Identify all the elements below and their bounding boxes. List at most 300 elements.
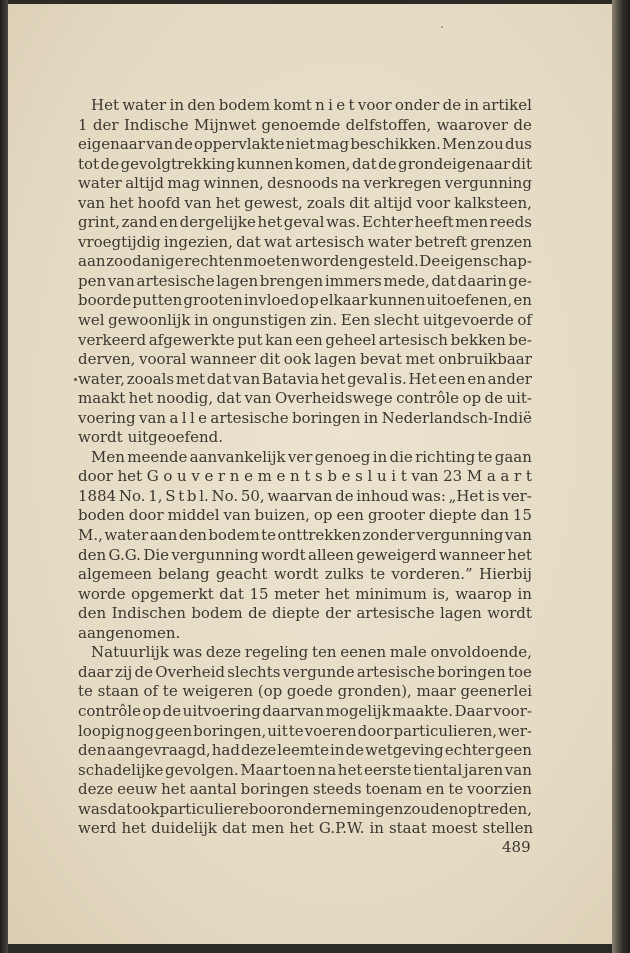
word: van (244, 389, 272, 408)
word: in (363, 408, 379, 427)
word: mag (167, 174, 201, 193)
word: be- (508, 330, 532, 349)
word: artesische (356, 662, 436, 681)
word: geen (494, 741, 532, 760)
word: met (175, 369, 205, 388)
word: staat (388, 819, 427, 838)
word: 50, (240, 486, 265, 505)
word: door (128, 506, 164, 525)
word: tiental (413, 760, 463, 779)
word: den (187, 96, 216, 114)
word: n (315, 96, 325, 114)
word: No. (211, 486, 239, 505)
word: en (425, 780, 445, 799)
word: s (355, 467, 363, 486)
word: r (217, 467, 226, 486)
word: geacht (215, 565, 268, 584)
word: water (78, 174, 122, 193)
word: dat (221, 819, 247, 838)
word: Echter (361, 213, 414, 232)
word: in (517, 584, 532, 603)
word: niet (285, 135, 316, 154)
word: vorderen.” (391, 565, 473, 584)
word: daar (78, 662, 113, 681)
word: bodem (191, 604, 243, 623)
word: zulks (324, 565, 364, 584)
word: voering (78, 408, 136, 427)
word: boringen (437, 662, 506, 681)
word: voor (416, 193, 451, 212)
word: aan (78, 252, 106, 271)
word: maakt (78, 389, 126, 408)
word: nog (125, 721, 155, 740)
word: met (405, 350, 435, 369)
word: ook (132, 799, 160, 818)
word: de (484, 389, 503, 408)
word: dat (219, 584, 244, 603)
word: minimum (355, 584, 427, 603)
word: den (78, 741, 107, 760)
word: betreft (414, 232, 467, 251)
word: goede (286, 682, 333, 701)
word: in (194, 311, 209, 330)
text-line (78, 780, 532, 800)
word: wordt (78, 428, 123, 447)
word: Natuurlijk (91, 643, 169, 662)
text-line (78, 682, 532, 702)
word: een (336, 506, 364, 525)
word: komt (273, 96, 312, 114)
word: op (300, 291, 319, 310)
word: door (78, 467, 113, 486)
word: diepte (428, 506, 477, 525)
word: gaan (494, 447, 532, 466)
word: het (215, 193, 241, 212)
book-gutter (0, 0, 8, 953)
word: „Het (448, 486, 485, 505)
word: zouden (403, 799, 459, 818)
word: onder (394, 96, 440, 114)
word: 23 (443, 467, 463, 486)
word: dat (431, 271, 457, 290)
word: men (455, 213, 489, 232)
word: komen, (294, 154, 351, 173)
word: den (78, 604, 107, 623)
word: gewoonlijk (108, 311, 191, 330)
word: was (172, 643, 203, 662)
word: boringen (291, 408, 361, 427)
word: altijd (373, 193, 413, 212)
word: maar (416, 682, 456, 701)
word: Het (408, 369, 437, 388)
word: ten (311, 643, 337, 662)
word: alleen (308, 545, 354, 564)
word: te (78, 682, 93, 701)
word: M (466, 467, 483, 486)
text-line (78, 272, 532, 292)
text-line (78, 526, 532, 546)
word: waarvan (267, 486, 333, 505)
word: i (328, 96, 333, 114)
word: belang (158, 565, 210, 584)
word: het (128, 389, 154, 408)
text-line (78, 116, 532, 136)
word: artesisch (295, 232, 365, 251)
word: boringen (240, 780, 310, 799)
word: kunnen (236, 154, 294, 173)
word: moeten (243, 252, 301, 271)
text-line (78, 585, 532, 605)
word: te (370, 565, 386, 584)
word: b (327, 467, 337, 486)
word: onbruikbaar (438, 350, 532, 369)
word: buizen, (254, 506, 310, 525)
word: algemeen (78, 565, 152, 584)
word: is. (389, 369, 407, 388)
word: maakte. (392, 701, 454, 720)
word: wanneer (438, 545, 505, 564)
word: dat (107, 799, 133, 818)
word: uitoefenen, (426, 291, 513, 310)
word: meter (274, 584, 320, 603)
word: dus (504, 135, 532, 154)
word: m (257, 467, 272, 486)
word: ver- (502, 486, 532, 505)
word: optreden, (458, 799, 532, 818)
word: Nederlandsch-Indië (381, 408, 532, 427)
word: immers (324, 271, 382, 290)
word: verkeerd (78, 330, 147, 349)
word: e (244, 467, 253, 486)
word: op (142, 701, 162, 720)
word: regeling (244, 643, 309, 662)
word: 15 (249, 584, 269, 603)
word: staan (97, 682, 139, 701)
word: slecht (373, 311, 420, 330)
word: eigenaar (78, 135, 145, 154)
word: beschikken. (350, 135, 441, 154)
word: particulieren, (393, 721, 498, 740)
word: wat (264, 232, 292, 251)
word: e (204, 467, 214, 486)
word: zonder (362, 526, 415, 545)
word: mede, (383, 271, 430, 290)
word: gronden), (337, 682, 412, 701)
word: weigeren (182, 682, 254, 701)
text-line (78, 291, 532, 311)
word: voeren (304, 721, 357, 740)
word: het (161, 780, 186, 799)
text-line (78, 800, 532, 820)
text-line (78, 311, 532, 331)
word: e (276, 467, 286, 486)
word: Men (442, 135, 476, 154)
word: artesische (210, 408, 289, 427)
word: dit (511, 154, 532, 173)
word: vergunde (282, 662, 355, 681)
word: eigenschap- (440, 252, 532, 271)
page-number: 489 (502, 838, 531, 856)
word: wetgeving (365, 741, 444, 760)
word: Een (340, 311, 371, 330)
word: jaren (463, 760, 504, 779)
word: Overheidswege (275, 389, 393, 408)
word: e (198, 408, 208, 427)
word: water (104, 526, 149, 545)
word: echter (444, 741, 494, 760)
word: genoemde (261, 115, 341, 134)
word: opgemerkt (131, 584, 214, 603)
word: u (376, 467, 387, 486)
word: in (369, 819, 384, 838)
word: kalksteen, (454, 193, 532, 212)
word: de (378, 154, 397, 173)
word: uitgevoerde (422, 311, 514, 330)
word: putten (132, 291, 183, 310)
word: in (372, 447, 388, 466)
word: uitvoering (182, 701, 261, 720)
word: bodem (218, 96, 271, 114)
word: hoofd (137, 193, 181, 212)
word: het (289, 819, 314, 838)
word: boden (78, 506, 125, 525)
text-line (78, 722, 532, 742)
word: schadelijke (78, 760, 164, 779)
word: dergelijke (179, 213, 256, 232)
word: desnoods (267, 174, 339, 193)
word: eenen (340, 643, 387, 662)
word: te (477, 447, 493, 466)
word: toen (282, 760, 316, 779)
word: v (191, 467, 200, 486)
word: De (419, 252, 441, 271)
word: zand (121, 213, 158, 232)
text-line (78, 194, 532, 214)
word: op (462, 389, 482, 408)
word: ook (283, 350, 311, 369)
text-line (78, 389, 532, 409)
word: e (341, 467, 351, 486)
word: 1 (78, 115, 88, 134)
word: aangevraagd, (107, 741, 211, 760)
word: worde (78, 584, 126, 603)
word: s (315, 467, 323, 486)
word: aan (149, 526, 178, 545)
word: toenam (365, 780, 423, 799)
text-line (78, 565, 532, 585)
word: daarin (457, 271, 507, 290)
text-line (78, 546, 532, 566)
word: vergunning (171, 545, 259, 564)
word: waarover (436, 115, 509, 134)
word: ver (287, 447, 313, 466)
word: G.G. (108, 545, 141, 564)
word: stellen (482, 819, 534, 838)
word: is (487, 486, 500, 505)
word: verkregen (363, 174, 442, 193)
word: was. (326, 213, 361, 232)
word: Men (91, 447, 125, 466)
word: en (513, 291, 532, 310)
text-line (78, 96, 532, 116)
word: onvoldoende, (430, 643, 532, 662)
word: zoodanige (106, 252, 184, 271)
word: lagen (216, 271, 259, 290)
word: 1, (148, 486, 163, 505)
word: der (325, 604, 351, 623)
word: e (336, 96, 346, 114)
word: o (163, 467, 173, 486)
text-line (78, 135, 532, 155)
word: deze (205, 643, 242, 662)
word: Maar (240, 760, 281, 779)
word: eerste (363, 760, 412, 779)
word: l. (199, 486, 209, 505)
word: duidelijk (151, 819, 217, 838)
word: bodem (208, 526, 260, 545)
word: wordt (260, 545, 306, 564)
word: het (257, 213, 283, 232)
word: vooral (139, 350, 187, 369)
word: men (251, 819, 285, 838)
word: artesisch (378, 330, 448, 349)
word: a (500, 467, 510, 486)
word: voor (357, 96, 392, 114)
word: grenzen (470, 232, 532, 251)
word: moest (431, 819, 478, 838)
word: de (513, 115, 532, 134)
word: geen (155, 721, 193, 740)
word: eeuw (117, 780, 158, 799)
word: Batavia (261, 369, 320, 388)
word: boringen, (193, 721, 267, 740)
word: pen (78, 271, 107, 290)
word: uit (267, 721, 288, 740)
text-line (78, 370, 532, 390)
word: en (467, 369, 486, 388)
word: van (223, 506, 251, 525)
word: loopig (78, 721, 125, 740)
word: het (507, 545, 532, 564)
word: onttrekken (277, 526, 362, 545)
word: G.P.W. (318, 819, 365, 838)
text-line (78, 409, 532, 429)
word: leemte (277, 741, 329, 760)
word: mag (316, 135, 350, 154)
word: was: (411, 486, 446, 505)
word: r (514, 467, 522, 486)
page-edge (612, 0, 630, 953)
text-line (78, 448, 532, 468)
word: steeds (312, 780, 362, 799)
word: particuliere (159, 799, 249, 818)
word: had (211, 741, 240, 760)
word: het (337, 760, 363, 779)
word: te (261, 526, 277, 545)
word: wanneer (190, 350, 257, 369)
word: en (159, 213, 178, 232)
word: put (237, 330, 263, 349)
word: van (139, 408, 167, 427)
word: voorzien (467, 780, 532, 799)
word: den (78, 545, 107, 564)
word: den (178, 526, 207, 545)
word: grint, (78, 213, 121, 232)
word: na (341, 174, 361, 193)
word: a (486, 467, 496, 486)
word: (op (257, 682, 283, 701)
word: l (189, 408, 195, 427)
word: tot (78, 154, 100, 173)
word: boorondernemingen (248, 799, 404, 818)
paper-speck (441, 26, 443, 28)
word: derven, (78, 350, 136, 369)
word: M., (78, 526, 103, 545)
word: het (320, 369, 346, 388)
word: een (295, 330, 323, 349)
word: op (313, 506, 333, 525)
text-line (78, 467, 532, 487)
word: contrôle (78, 701, 141, 720)
word: n (290, 467, 300, 486)
word: t (348, 96, 355, 114)
paragraph (78, 643, 532, 838)
word: artesische (136, 271, 215, 290)
word: voor- (493, 701, 532, 720)
word: dat (206, 369, 232, 388)
word: van (233, 369, 261, 388)
word: uitgeoefend. (127, 428, 224, 447)
text-line (78, 155, 532, 175)
word: deze (240, 741, 277, 760)
text-line (78, 761, 532, 781)
word: Die (143, 545, 170, 564)
text-line (78, 213, 532, 233)
word: bekken (450, 330, 506, 349)
word: Daar (454, 701, 492, 720)
word: brengen (259, 271, 324, 290)
word: vroegtijdig (78, 232, 161, 251)
word: water, (78, 369, 125, 388)
word: heeft (414, 213, 454, 232)
word: artikel (482, 96, 532, 114)
word: van (146, 135, 174, 154)
text-line (78, 643, 532, 663)
word: dit (259, 350, 281, 369)
word: diepte (272, 604, 320, 623)
text-line (78, 663, 532, 683)
word: daarvan (262, 701, 325, 720)
word: Mijnwet (193, 115, 257, 134)
word: gevolgtrekking (120, 154, 236, 173)
word: gesteld. (358, 252, 419, 271)
word: dan (480, 506, 509, 525)
word: S (165, 486, 176, 505)
word: t (178, 486, 185, 505)
word: zij (114, 662, 133, 681)
word: door (357, 721, 393, 740)
word: noodig, (156, 389, 214, 408)
word: geval (347, 369, 388, 388)
word: het (109, 193, 134, 212)
word: richting (415, 447, 476, 466)
word: wel (78, 311, 105, 330)
word: Overheid (155, 662, 226, 681)
text-line (78, 174, 532, 194)
text-line (78, 331, 532, 351)
word: ingezien, (163, 232, 233, 251)
word: dat (352, 154, 377, 173)
